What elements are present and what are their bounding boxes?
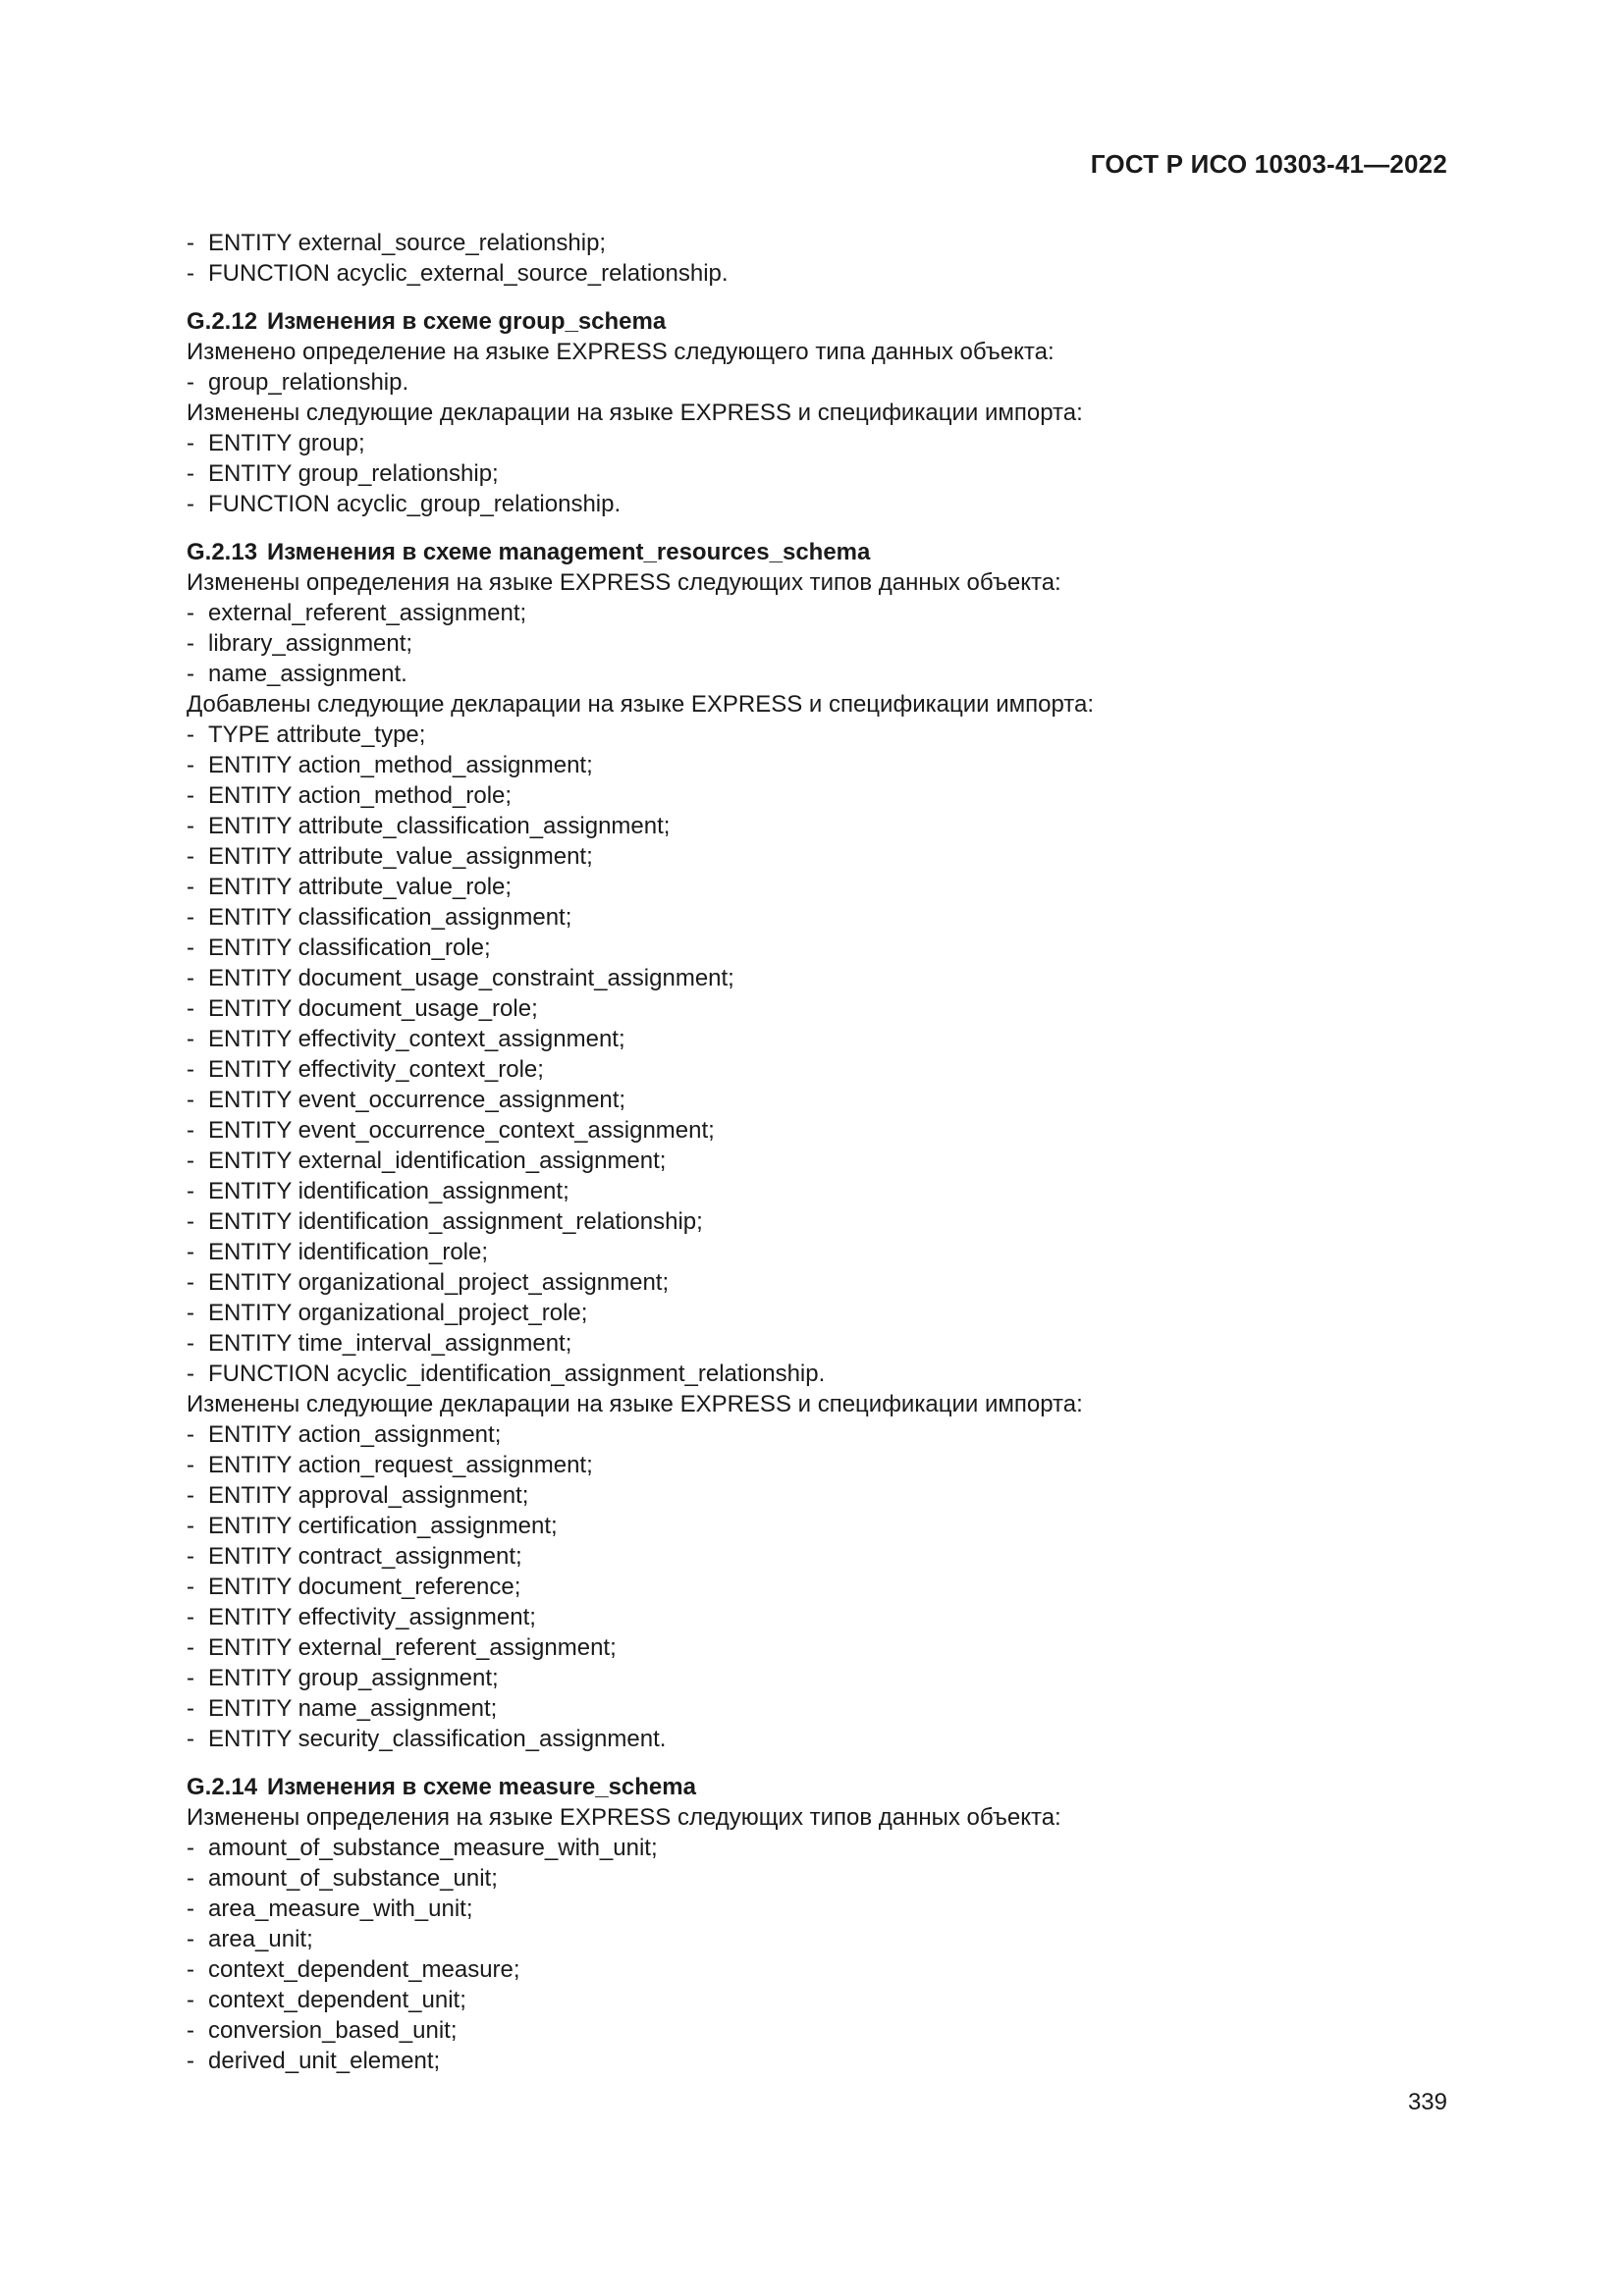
list-item-text: FUNCTION acyclic_group_relationship.	[208, 491, 622, 517]
list-item	[187, 1267, 1453, 1298]
list-dash: -	[187, 661, 194, 687]
list-dash: -	[187, 369, 194, 396]
list-item	[187, 1115, 1453, 1146]
list-item-text: ENTITY action_request_assignment;	[208, 1452, 593, 1478]
list-dash: -	[187, 1926, 194, 1952]
list-item	[187, 1724, 1453, 1754]
list-item-text: ENTITY effectivity_context_assignment;	[208, 1026, 625, 1052]
list-item	[187, 2046, 1453, 2076]
list-item-text: ENTITY action_method_assignment;	[208, 752, 593, 778]
list-item-text: ENTITY document_reference;	[208, 1574, 521, 1600]
list-item-text: ENTITY attribute_value_role;	[208, 874, 513, 900]
list-item-text: ENTITY external_identification_assignment;	[208, 1148, 667, 1174]
section-number: G.2.12	[187, 308, 258, 335]
list-dash: -	[187, 1987, 194, 2013]
list-dash: -	[187, 1361, 194, 1387]
list-dash: -	[187, 934, 194, 961]
list-item-text: ENTITY external_source_relationship;	[208, 230, 607, 256]
list-item	[187, 1541, 1453, 1572]
list-dash: -	[187, 995, 194, 1022]
list-item	[187, 1237, 1453, 1267]
paragraph: Добавлены следующие декларации на языке EXPRESS и спецификации импорта:	[187, 691, 1095, 718]
list-dash: -	[187, 1865, 194, 1892]
list	[187, 1833, 1453, 2076]
list-item	[187, 228, 1453, 258]
list-dash: -	[187, 460, 194, 487]
list-item	[187, 902, 1453, 933]
list-dash: -	[187, 1269, 194, 1296]
list-item-text: ENTITY document_usage_constraint_assignment;	[208, 965, 734, 991]
list-item	[187, 841, 1453, 872]
list-item	[187, 1663, 1453, 1693]
list-item	[187, 2015, 1453, 2046]
list-item	[187, 1833, 1453, 1863]
list-dash: -	[187, 1604, 194, 1630]
list-item	[187, 1328, 1453, 1359]
list-dash: -	[187, 1513, 194, 1539]
list	[187, 598, 1453, 689]
section-title: Изменения в схеме management_resources_schema	[267, 539, 871, 565]
list-item-text: ENTITY certification_assignment;	[208, 1513, 558, 1539]
list-dash: -	[187, 1178, 194, 1204]
list-item	[187, 872, 1453, 902]
list-item-text: ENTITY name_assignment;	[208, 1695, 498, 1722]
list-dash: -	[187, 1634, 194, 1661]
list-item	[187, 963, 1453, 993]
list-item	[187, 1054, 1453, 1085]
list-item-text: ENTITY group;	[208, 430, 365, 456]
list-item-text: ENTITY event_occurrence_assignment;	[208, 1087, 626, 1113]
list-dash: -	[187, 1239, 194, 1265]
list-item	[187, 1146, 1453, 1176]
list-dash: -	[187, 843, 194, 870]
list-item	[187, 458, 1453, 489]
list-dash: -	[187, 491, 194, 517]
list-item-text: ENTITY action_assignment;	[208, 1421, 502, 1448]
list-dash: -	[187, 630, 194, 657]
list	[187, 428, 1453, 519]
list-item	[187, 1359, 1453, 1389]
list-item-text: ENTITY organizational_project_role;	[208, 1300, 588, 1326]
list-dash: -	[187, 1695, 194, 1722]
list-dash: -	[187, 1330, 194, 1357]
list-item-text: ENTITY effectivity_assignment;	[208, 1604, 536, 1630]
list-dash: -	[187, 965, 194, 991]
list-dash: -	[187, 1148, 194, 1174]
intro-list	[187, 228, 1453, 289]
section-heading-g2-12	[187, 306, 1453, 337]
list-item-text: ENTITY classification_role;	[208, 934, 491, 961]
list-dash: -	[187, 1543, 194, 1570]
list-item	[187, 1693, 1453, 1724]
list-item	[187, 933, 1453, 963]
list-dash: -	[187, 1056, 194, 1083]
list-dash: -	[187, 1026, 194, 1052]
list-item-text: ENTITY event_occurrence_context_assignment;	[208, 1117, 715, 1144]
paragraph: Изменены следующие декларации на языке EXPRESS и спецификации импорта:	[187, 1391, 1083, 1417]
list-item	[187, 1894, 1453, 1924]
list-dash: -	[187, 752, 194, 778]
list-dash: -	[187, 260, 194, 287]
list-dash: -	[187, 874, 194, 900]
list-dash: -	[187, 2017, 194, 2044]
list-item-text: context_dependent_measure;	[208, 1956, 520, 1983]
list-item	[187, 750, 1453, 780]
list-item-text: ENTITY attribute_value_assignment;	[208, 843, 593, 870]
list-item	[187, 1206, 1453, 1237]
list	[187, 367, 1453, 398]
list-dash: -	[187, 1574, 194, 1600]
list	[187, 720, 1453, 1389]
list-item-text: ENTITY time_interval_assignment;	[208, 1330, 572, 1357]
list-dash: -	[187, 1208, 194, 1235]
page-content	[187, 228, 1453, 2076]
list-item	[187, 1480, 1453, 1511]
list-dash: -	[187, 1956, 194, 1983]
list-dash: -	[187, 230, 194, 256]
list-item-text: ENTITY action_method_role;	[208, 782, 513, 809]
list-item-text: ENTITY classification_assignment;	[208, 904, 572, 931]
section-title: Изменения в схеме group_schema	[267, 308, 667, 335]
list-item	[187, 1085, 1453, 1115]
list-item	[187, 1924, 1453, 1954]
list-item-text: FUNCTION acyclic_external_source_relationship.	[208, 260, 729, 287]
list-item	[187, 598, 1453, 628]
list-dash: -	[187, 904, 194, 931]
list-item	[187, 1511, 1453, 1541]
list-dash: -	[187, 721, 194, 748]
list-item-text: library_assignment;	[208, 630, 413, 657]
list-dash: -	[187, 1482, 194, 1509]
list-item-text: ENTITY identification_assignment;	[208, 1178, 569, 1204]
paragraph: Изменены определения на языке EXPRESS следующих типов данных объекта:	[187, 569, 1061, 596]
list-item	[187, 780, 1453, 811]
list-dash: -	[187, 1452, 194, 1478]
list-item-text: external_referent_assignment;	[208, 600, 527, 626]
list-item-text: area_measure_with_unit;	[208, 1896, 473, 1922]
list-item-text: context_dependent_unit;	[208, 1987, 466, 2013]
list-item-text: group_relationship.	[208, 369, 409, 396]
list-item-text: ENTITY group_relationship;	[208, 460, 499, 487]
document-header: ГОСТ Р ИСО 10303-41—2022	[1090, 149, 1447, 179]
list-dash: -	[187, 1300, 194, 1326]
list-dash: -	[187, 1726, 194, 1752]
list-item-text: ENTITY identification_assignment_relationship;	[208, 1208, 703, 1235]
list-item-text: ENTITY organizational_project_assignment;	[208, 1269, 670, 1296]
list-item	[187, 489, 1453, 519]
list-item-text: FUNCTION acyclic_identification_assignment_relationship.	[208, 1361, 826, 1387]
list-item	[187, 1572, 1453, 1602]
section-number: G.2.14	[187, 1774, 258, 1800]
list-item	[187, 428, 1453, 458]
section-number: G.2.13	[187, 539, 258, 565]
paragraph: Изменены определения на языке EXPRESS следующих типов данных объекта:	[187, 1804, 1061, 1831]
list-item	[187, 1985, 1453, 2015]
list-item	[187, 628, 1453, 659]
list-item-text: ENTITY approval_assignment;	[208, 1482, 529, 1509]
list-item	[187, 258, 1453, 289]
list-item-text: derived_unit_element;	[208, 2048, 441, 2074]
section-title: Изменения в схеме measure_schema	[267, 1774, 696, 1800]
list-item-text: area_unit;	[208, 1926, 313, 1952]
list-item-text: amount_of_substance_measure_with_unit;	[208, 1835, 658, 1861]
list-item-text: ENTITY identification_role;	[208, 1239, 489, 1265]
list-item-text: ENTITY external_referent_assignment;	[208, 1634, 617, 1661]
list-item-text: ENTITY contract_assignment;	[208, 1543, 522, 1570]
list-item	[187, 1176, 1453, 1206]
list-item	[187, 1024, 1453, 1054]
list-dash: -	[187, 1087, 194, 1113]
list-item-text: conversion_based_unit;	[208, 2017, 458, 2044]
list-dash: -	[187, 600, 194, 626]
list-item-text: ENTITY security_classification_assignment.	[208, 1726, 667, 1752]
list-item-text: name_assignment.	[208, 661, 407, 687]
list-item-text: amount_of_substance_unit;	[208, 1865, 498, 1892]
list-dash: -	[187, 1665, 194, 1691]
list	[187, 1419, 1453, 1754]
list-item	[187, 720, 1453, 750]
list-item-text: TYPE attribute_type;	[208, 721, 426, 748]
list-item	[187, 1298, 1453, 1328]
paragraph: Изменено определение на языке EXPRESS следующего типа данных объекта:	[187, 339, 1055, 365]
list-item	[187, 1450, 1453, 1480]
list-item	[187, 1632, 1453, 1663]
page-number: 339	[1407, 2089, 1447, 2115]
list-item-text: ENTITY document_usage_role;	[208, 995, 538, 1022]
section-heading-g2-13	[187, 537, 1453, 567]
list-dash: -	[187, 1835, 194, 1861]
list-item-text: ENTITY effectivity_context_role;	[208, 1056, 544, 1083]
list-dash: -	[187, 430, 194, 456]
list-dash: -	[187, 782, 194, 809]
list-item	[187, 1602, 1453, 1632]
section-heading-g2-14	[187, 1772, 1453, 1802]
list-dash: -	[187, 1896, 194, 1922]
list-item	[187, 1419, 1453, 1450]
list-item-text: ENTITY group_assignment;	[208, 1665, 499, 1691]
list-item-text: ENTITY attribute_classification_assignment;	[208, 813, 671, 839]
list-item	[187, 1954, 1453, 1985]
list-dash: -	[187, 1421, 194, 1448]
paragraph: Изменены следующие декларации на языке EXPRESS и спецификации импорта:	[187, 400, 1083, 426]
list-dash: -	[187, 813, 194, 839]
list-item	[187, 993, 1453, 1024]
list-item	[187, 659, 1453, 689]
list-dash: -	[187, 1117, 194, 1144]
list-dash: -	[187, 2048, 194, 2074]
list-item	[187, 811, 1453, 841]
list-item	[187, 367, 1453, 398]
list-item	[187, 1863, 1453, 1894]
